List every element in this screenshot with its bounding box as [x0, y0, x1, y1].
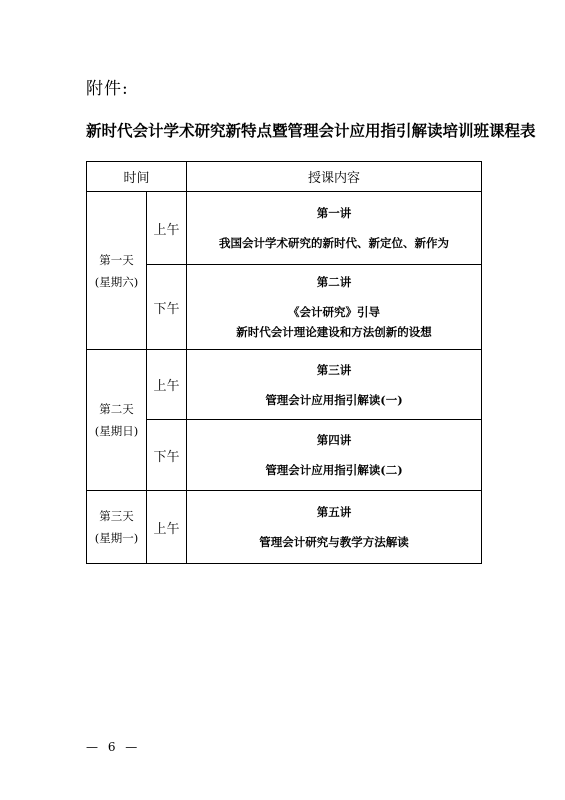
day-weekday: (星期一)	[94, 531, 139, 545]
lecture-topic: 管理会计应用指引解读(二)	[265, 463, 403, 477]
lecture-cell	[187, 420, 482, 491]
day-weekday: (星期六)	[94, 274, 139, 289]
lecture-topic: 《会计研究》引导	[288, 305, 381, 319]
day-weekday: (星期日)	[94, 424, 139, 438]
lecture-number: 第二讲	[316, 275, 352, 289]
lecture-number: 第一讲	[316, 206, 352, 220]
table-row	[87, 420, 482, 491]
header-content: 授课内容	[187, 162, 482, 192]
lecture-cell	[187, 491, 482, 564]
lecture-number: 第五讲	[316, 505, 352, 519]
attachment-label: 附件:	[86, 79, 129, 99]
day-name: 第三天	[99, 509, 134, 523]
page-number: — 6 —	[86, 740, 141, 754]
table-header-row	[87, 162, 482, 192]
day-cell	[87, 491, 147, 564]
period-cell: 上午	[147, 192, 187, 265]
period-cell: 上午	[147, 350, 187, 420]
lecture-topic: 管理会计研究与教学方法解读	[259, 535, 409, 549]
table-row	[87, 192, 482, 265]
period-cell: 下午	[147, 265, 187, 350]
course-schedule-table	[86, 161, 482, 564]
day-cell	[87, 350, 147, 491]
lecture-cell	[187, 350, 482, 420]
period-cell: 上午	[147, 491, 187, 564]
header-time: 时间	[87, 162, 187, 192]
table-row	[87, 350, 482, 420]
lecture-cell	[187, 192, 482, 265]
table-row	[87, 265, 482, 350]
lecture-number: 第四讲	[316, 433, 352, 447]
lecture-cell	[187, 265, 482, 350]
lecture-topic: 我国会计学术研究的新时代、新定位、新作为	[219, 236, 450, 250]
lecture-number: 第三讲	[316, 362, 352, 377]
lecture-topic: 管理会计应用指引解读(一)	[265, 392, 403, 407]
document-title: 新时代会计学术研究新特点暨管理会计应用指引解读培训班课程表	[86, 121, 536, 140]
lecture-topic: 新时代会计理论建设和方法创新的设想	[236, 325, 432, 339]
period-cell: 下午	[147, 420, 187, 491]
day-cell	[87, 192, 147, 350]
day-name: 第二天	[99, 402, 134, 416]
day-name: 第一天	[99, 252, 134, 267]
table-row	[87, 491, 482, 564]
